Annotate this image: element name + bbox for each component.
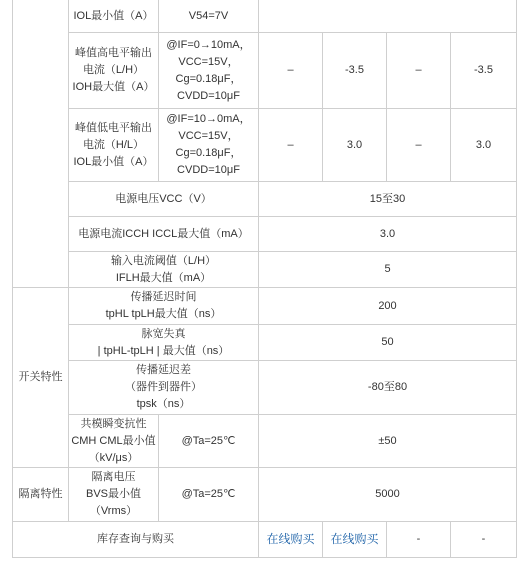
buy-cell bbox=[259, 522, 323, 558]
param-label: 共模瞬变抗性 bbox=[80, 417, 147, 430]
table-row bbox=[13, 468, 517, 522]
value-cell: 5000 bbox=[259, 468, 517, 522]
condition-label: Cg=0.18μF， bbox=[175, 147, 242, 159]
param-label: IOL最小值（A） bbox=[73, 10, 154, 22]
param-cell bbox=[69, 325, 259, 361]
value-cell: -3.5 bbox=[323, 33, 387, 109]
table-row bbox=[13, 252, 517, 288]
spec-table bbox=[12, 0, 517, 558]
condition-label: VCC=15V， bbox=[178, 55, 239, 68]
table-row bbox=[13, 415, 517, 468]
condition-label: Cg=0.18μF， bbox=[175, 72, 242, 85]
value-cell-empty bbox=[259, 0, 517, 33]
condition-cell: @Ta=25℃ bbox=[159, 415, 259, 468]
table-row bbox=[13, 361, 517, 415]
param-label: 脉宽失真 bbox=[141, 327, 186, 340]
condition-label: V54=7V bbox=[188, 9, 229, 22]
value-cell: -80至80 bbox=[259, 361, 517, 415]
table-row bbox=[13, 522, 517, 558]
param-cell bbox=[69, 33, 159, 109]
group-label-switching: 开关特性 bbox=[13, 288, 69, 468]
value-cell: 5 bbox=[259, 252, 517, 288]
value-cell: 50 bbox=[259, 325, 517, 361]
condition-label: @IF=0→10mA， bbox=[166, 38, 251, 51]
condition-label: @IF=10→0mA， bbox=[166, 113, 251, 125]
value-cell: -3.5 bbox=[451, 33, 517, 109]
param-cell bbox=[69, 415, 159, 468]
param-label: 隔离电压 bbox=[91, 471, 136, 483]
condition-cell bbox=[159, 109, 259, 182]
table-row bbox=[13, 288, 517, 325]
condition-label: CVDD=10μF bbox=[177, 89, 240, 102]
buy-online-link[interactable]: 在线购买 bbox=[266, 531, 315, 546]
param-label: 峰值低电平输出 bbox=[75, 121, 152, 134]
table-row bbox=[13, 33, 517, 109]
condition-label: CVDD=10μF bbox=[177, 164, 240, 176]
group-cell-blank bbox=[13, 0, 69, 288]
value-cell: 3.0 bbox=[451, 109, 517, 182]
param-cell bbox=[69, 109, 159, 182]
param-cell bbox=[69, 468, 159, 522]
param-label: IFLH最大值（mA） bbox=[115, 271, 212, 284]
param-cell: 电源电流ICCH ICCL最大值（mA） bbox=[69, 217, 259, 252]
param-label: 电流（H/L） bbox=[82, 138, 145, 151]
condition-cell bbox=[159, 0, 259, 33]
param-label: 输入电流阈值（L/H） bbox=[110, 254, 217, 267]
param-cell bbox=[69, 0, 159, 33]
param-label: BVS最小值 bbox=[85, 488, 141, 500]
condition-label: VCC=15V， bbox=[178, 130, 239, 142]
param-label: （Vrms） bbox=[89, 505, 138, 517]
param-label: （kV/μs） bbox=[88, 451, 139, 464]
param-cell bbox=[69, 361, 259, 415]
param-label: | tpHL-tpLH | 最大值（ns） bbox=[97, 344, 230, 357]
value-cell: – bbox=[259, 109, 323, 182]
param-label: 传播延迟时间 bbox=[130, 291, 197, 303]
param-label: tpHL tpLH最大值（ns） bbox=[105, 308, 222, 320]
param-label: CMH CML最小值 bbox=[71, 434, 156, 447]
table-row bbox=[13, 325, 517, 361]
value-cell: - bbox=[451, 522, 517, 558]
param-cell bbox=[69, 288, 259, 325]
group-label-isolation: 隔离特性 bbox=[13, 468, 69, 522]
value-cell: – bbox=[387, 109, 451, 182]
param-label: 传播延迟差 bbox=[136, 364, 191, 376]
param-label: tpsk（ns） bbox=[136, 398, 191, 410]
value-cell: – bbox=[387, 33, 451, 109]
table-row bbox=[13, 109, 517, 182]
param-cell: 电源电压VCC（V） bbox=[69, 182, 259, 217]
table-row bbox=[13, 217, 517, 252]
footer-label: 库存查询与购买 bbox=[13, 522, 259, 558]
param-label: （器件到器件） bbox=[125, 381, 202, 393]
param-label: 峰值高电平输出 bbox=[75, 47, 152, 59]
value-cell: 200 bbox=[259, 288, 517, 325]
value-cell: – bbox=[259, 33, 323, 109]
table-row bbox=[13, 0, 517, 33]
value-cell: 3.0 bbox=[259, 217, 517, 252]
value-cell: - bbox=[387, 522, 451, 558]
table-row bbox=[13, 182, 517, 217]
condition-cell bbox=[159, 33, 259, 109]
value-cell: 3.0 bbox=[323, 109, 387, 182]
value-cell: ±50 bbox=[259, 415, 517, 468]
buy-online-link[interactable]: 在线购买 bbox=[330, 531, 379, 546]
param-cell bbox=[69, 252, 259, 288]
param-label: IOH最大值（A） bbox=[72, 81, 155, 93]
param-label: IOL最小值（A） bbox=[73, 155, 154, 168]
buy-cell bbox=[323, 522, 387, 558]
condition-cell: @Ta=25℃ bbox=[159, 468, 259, 522]
value-cell: 15至30 bbox=[259, 182, 517, 217]
param-label: 电流（L/H） bbox=[82, 64, 145, 76]
